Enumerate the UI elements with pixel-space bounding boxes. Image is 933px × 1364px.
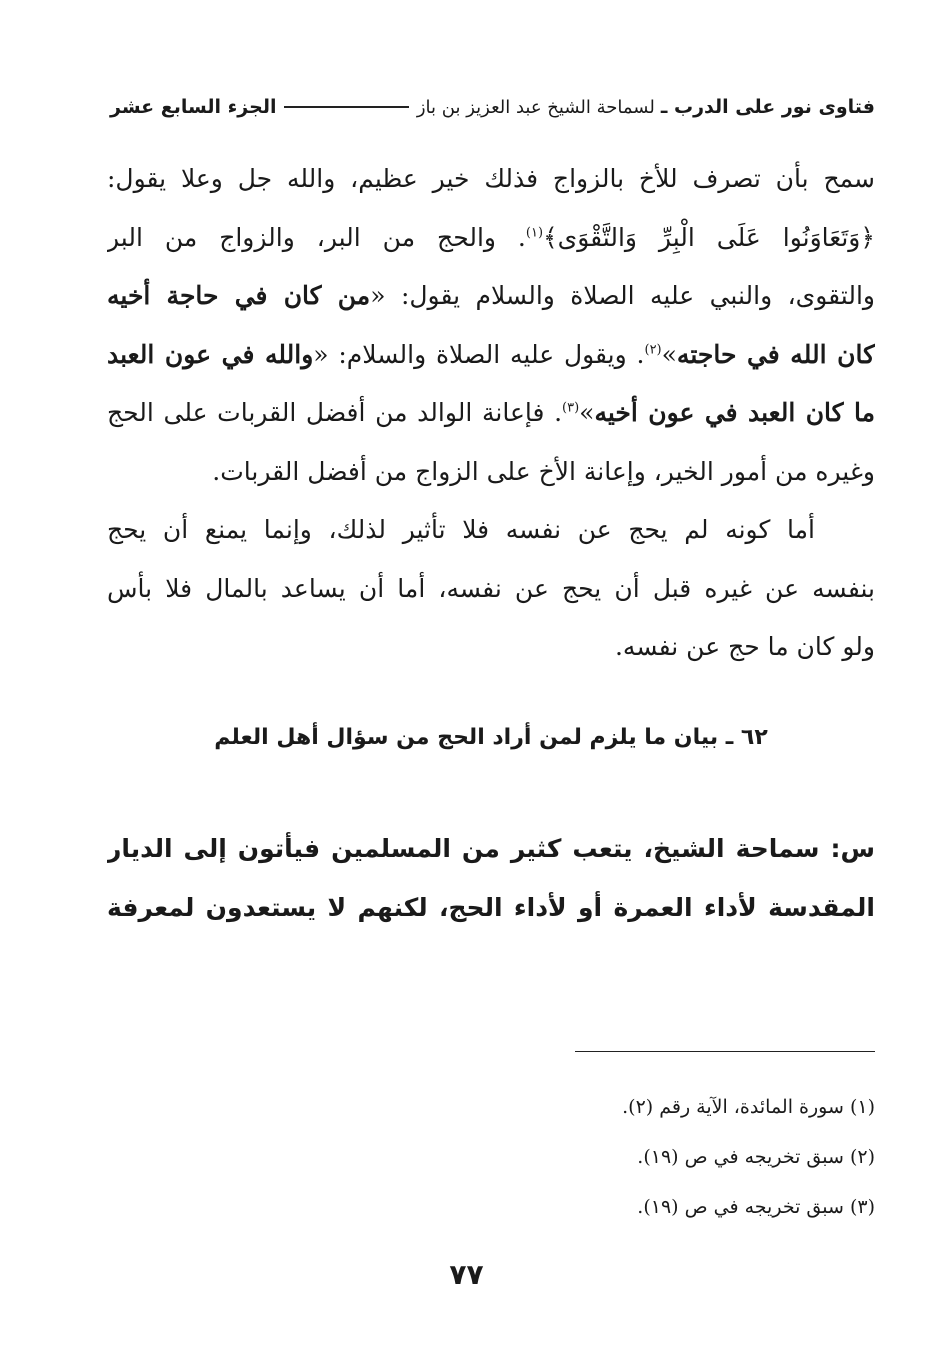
- body-line: [107, 443, 875, 502]
- body-segment: . والحج من البر، والزواج من البر: [107, 222, 526, 252]
- body-line: [107, 209, 875, 268]
- header-book-title-group: [417, 96, 875, 118]
- body-segment: ﴿وَتَعَاوَنُوا عَلَى الْبِرِّ وَالتَّقْوَى﴾: [543, 222, 875, 252]
- footnote-ref: (١): [525, 225, 544, 241]
- body-line: [107, 501, 875, 560]
- body-segment: »: [579, 398, 595, 427]
- footnote-ref: (٢): [644, 342, 662, 358]
- footnote: (١) سورة المائدة، الآية رقم (٢).: [622, 1096, 875, 1118]
- hadith-text: من كان في حاجة أخيه: [107, 281, 371, 310]
- body-segment: . فإعانة الوالد من أفضل القربات على الحج: [107, 398, 563, 427]
- section-heading: ٦٢ ـ بيان ما يلزم لمن أراد الحج من سؤال أهل العلم: [214, 725, 768, 750]
- footnote-separator: [575, 1051, 875, 1052]
- footnote: (٢) سبق تخريجه في ص (١٩).: [637, 1146, 875, 1168]
- body-segment: والتقوى، والنبي عليه الصلاة والسلام يقول: «: [370, 281, 875, 310]
- body-line: [107, 150, 875, 209]
- body-segment: بنفسه عن غيره قبل أن يحج عن نفسه، أما أن يساعد بالمال فلا بأس: [107, 573, 875, 603]
- body-line: [107, 267, 875, 326]
- hadith-text: كان الله في حاجته: [676, 339, 875, 369]
- header-part: الجزء السابع عشر: [110, 96, 277, 118]
- body-segment: »: [661, 339, 677, 369]
- body-segment: أما كونه لم يحج عن نفسه فلا تأثير لذلك، وإنما يمنع أن يحج: [107, 515, 815, 544]
- question-line: س: سماحة الشيخ، يتعب كثير من المسلمين فيأتون إلى الديار: [107, 834, 875, 863]
- footnotes: [175, 1082, 875, 1232]
- body-line: [107, 560, 875, 619]
- running-header: [110, 92, 875, 122]
- header-author: لسماحة الشيخ عبد العزيز بن باز: [416, 97, 655, 118]
- body-segment: ولو كان ما حج عن نفسه.: [614, 632, 875, 661]
- body-line: [107, 618, 875, 677]
- body-segment: سمح بأن تصرف للأخ بالزواج فذلك خير عظيم، والله جل وعلا يقول:: [107, 164, 875, 193]
- body-segment: . ويقول عليه الصلاة والسلام: «: [313, 339, 645, 369]
- body-segment: وغيره من أمور الخير، وإعانة الأخ على الزواج من أفضل القربات.: [212, 456, 875, 486]
- header-rule: [284, 106, 408, 108]
- header-book-title: فتاوى نور على الدرب ـ: [660, 96, 875, 118]
- footnote: (٣) سبق تخريجه في ص (١٩).: [637, 1196, 875, 1218]
- footnote-ref: (٣): [562, 400, 580, 416]
- body-line: [107, 384, 875, 443]
- hadith-text: والله في عون العبد: [107, 339, 314, 369]
- body-line: [107, 326, 875, 385]
- question-line: المقدسة لأداء العمرة أو لأداء الحج، لكنهم لا يستعدون لمعرفة: [107, 892, 875, 922]
- hadith-text: ما كان العبد في عون أخيه: [594, 398, 875, 427]
- body-text: [107, 150, 875, 677]
- page-number: ٧٧: [449, 1258, 484, 1291]
- question-block: [107, 820, 875, 937]
